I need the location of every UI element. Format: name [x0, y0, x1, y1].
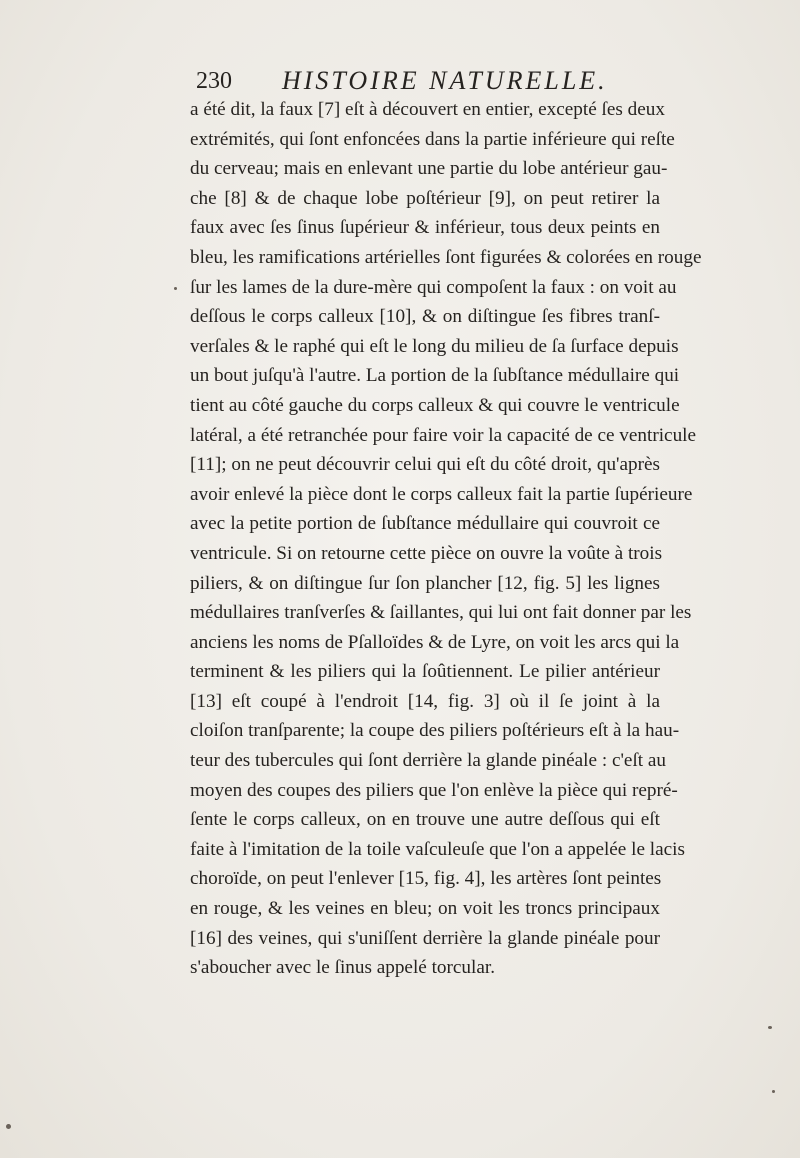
text-line: teur des tubercules qui ſont derrière la glande pinéale : c'eſt au	[190, 750, 667, 772]
text-line: [13] eſt coupé à l'endroit [14, fig. 3] où il ſe joint à la	[190, 690, 660, 712]
text-line: s'aboucher avec le ſinus appelé torcular.	[190, 957, 495, 979]
text-line: un bout juſqu'à l'autre. La portion de la ſubſtance médullaire qui	[190, 365, 680, 387]
ink-speck	[768, 1026, 772, 1029]
text-line: faux avec ſes ſinus ſupérieur & inférieur, tous deux peints en	[190, 217, 660, 239]
text-line: tient au côté gauche du corps calleux & qui couvre le ventricule	[190, 394, 680, 416]
text-line: faite à l'imitation de la toile vaſculeuſe que l'on a appelée le lacis	[190, 838, 685, 860]
text-line: extrémités, qui ſont enfoncées dans la partie inférieure qui reſte	[190, 128, 675, 150]
text-line: [16] des veines, qui s'uniſſent derrière la glande pinéale pour	[190, 927, 660, 949]
body-text	[190, 95, 702, 983]
text-line: en rouge, & les veines en bleu; on voit les troncs principaux	[190, 898, 660, 920]
text-line: cloiſon tranſparente; la coupe des piliers poſtérieurs eſt à la hau-	[190, 720, 680, 742]
text-line: moyen des coupes des piliers que l'on enlève la pièce qui repré-	[190, 779, 678, 801]
ink-speck	[6, 1124, 11, 1129]
text-line: piliers, & on diſtingue ſur ſon plancher [12, fig. 5] les lignes	[190, 572, 660, 594]
text-line: choroïde, on peut l'enlever [15, fig. 4], les artères ſont peintes	[190, 868, 662, 890]
text-line: terminent & les piliers qui la ſoûtiennent. Le pilier antérieur	[190, 661, 660, 683]
text-line: verſales & le raphé qui eſt le long du milieu de ſa ſurface depuis	[190, 335, 679, 357]
running-title: HISTOIRE NATURELLE.	[282, 66, 608, 95]
text-line: deſſous le corps calleux [10], & on diſtingue ſes fibres tranſ-	[190, 306, 660, 328]
text-line: ventricule. Si on retourne cette pièce on ouvre la voûte à trois	[190, 542, 663, 564]
text-line: avec la petite portion de ſubſtance médullaire qui couvroit ce	[190, 513, 660, 535]
text-line: che [8] & de chaque lobe poſtérieur [9], on peut retirer la	[190, 187, 660, 209]
text-line: ſente le corps calleux, on en trouve une autre deſſous qui eſt	[190, 809, 660, 831]
text-line: anciens les noms de Pſalloïdes & de Lyre, on voit les arcs qui la	[190, 631, 680, 653]
text-line: bleu, les ramifications artérielles ſont figurées & colorées en rouge	[190, 246, 702, 268]
ink-speck	[174, 287, 177, 290]
text-line: avoir enlevé la pièce dont le corps calleux fait la partie ſupérieure	[190, 483, 693, 505]
text-line: latéral, a été retranchée pour faire voir la capacité de ce ventricule	[190, 424, 697, 446]
page-number: 230	[196, 68, 232, 94]
text-line: a été dit, la faux [7] eſt à découvert en entier, excepté ſes deux	[190, 99, 665, 120]
ink-speck	[772, 1090, 775, 1093]
text-line: ſur les lames de la dure-mère qui compoſent la faux : on voit au	[190, 276, 677, 298]
text-line: médullaires tranſverſes & ſaillantes, qui lui ont fait donner par les	[190, 602, 692, 624]
text-line: du cerveau; mais en enlevant une partie du lobe antérieur gau-	[190, 158, 668, 180]
text-line: [11]; on ne peut découvrir celui qui eſt du côté droit, qu'après	[190, 454, 660, 476]
